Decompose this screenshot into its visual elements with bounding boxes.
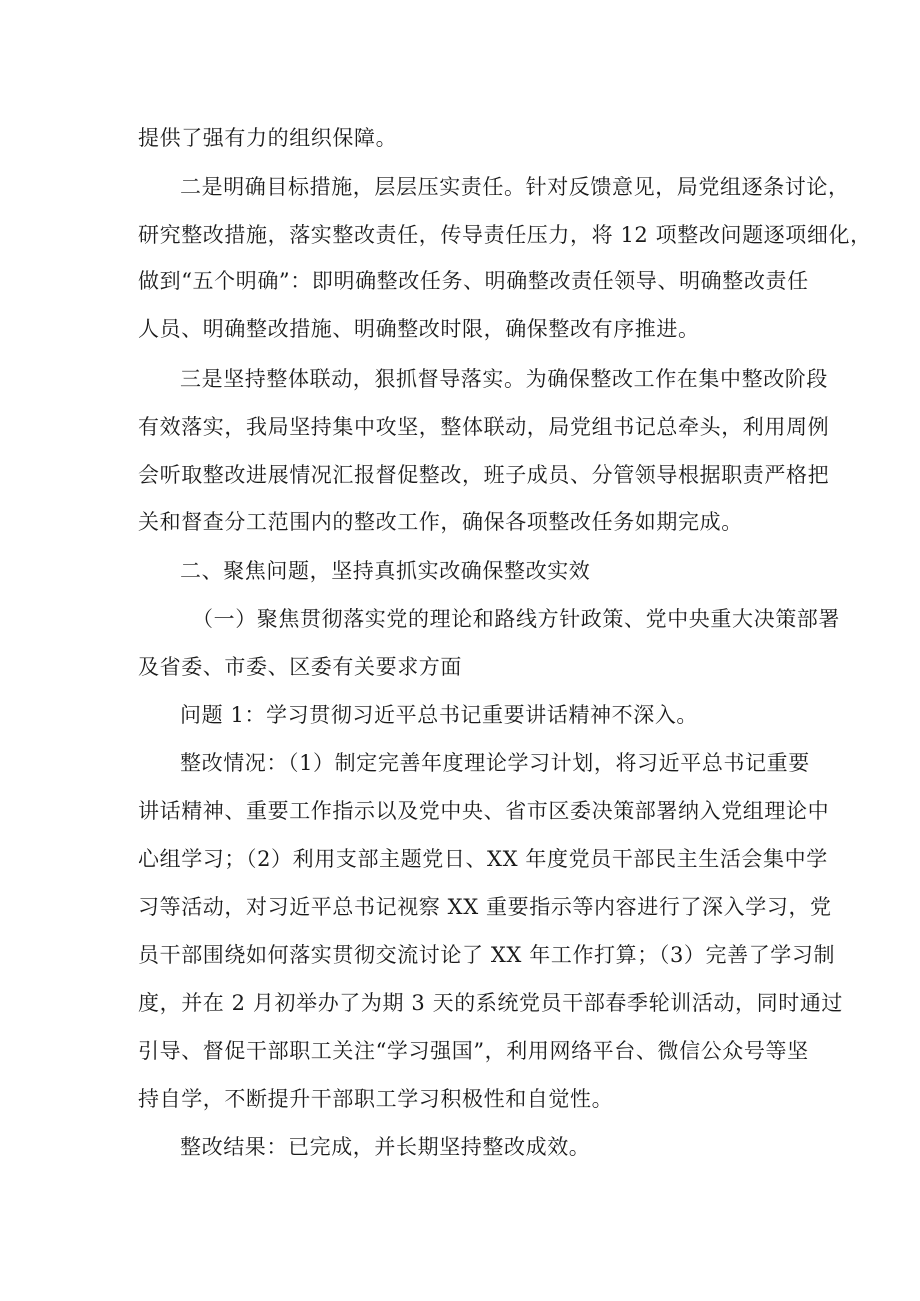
text-line: 讲话精神、重要工作指示以及党中央、省市区委决策部署纳入党组理论中	[138, 799, 830, 823]
subsection-heading-cont: 及省委、市委、区委有关要求方面	[138, 655, 462, 679]
problem-title: 问题 1：学习贯彻习近平总书记重要讲话精神不深入。	[180, 703, 699, 727]
text-line: 二是明确目标措施，层层压实责任。针对反馈意见，局党组逐条讨论，	[180, 175, 850, 199]
text-line: 整改情况：（1）制定完善年度理论学习计划，将习近平总书记重要	[180, 751, 810, 775]
text-line: 心组学习；（2）利用支部主题党日、XX 年度党员干部民主生活会集中学	[138, 847, 828, 871]
text-line: 习等活动，对习近平总书记视察 XX 重要指示等内容进行了深入学习，党	[138, 895, 832, 919]
text-line: 三是坚持整体联动，狠抓督导落实。为确保整改工作在集中整改阶段	[180, 367, 828, 391]
result-line: 整改结果：已完成，并长期坚持整改成效。	[180, 1135, 591, 1159]
text-line: 员干部围绕如何落实贯彻交流讨论了 XX 年工作打算；（3）完善了学习制	[138, 943, 836, 967]
section-heading: 二、聚焦问题，坚持真抓实改确保整改实效	[180, 559, 591, 583]
text-line: 做到“五个明确”：即明确整改任务、明确整改责任领导、明确整改责任	[138, 269, 809, 293]
text-line: 有效落实，我局坚持集中攻坚，整体联动，局党组书记总牵头，利用周例	[138, 415, 830, 439]
text-line: 会听取整改进展情况汇报督促整改，班子成员、分管领导根据职责严格把	[138, 463, 830, 487]
text-line: 关和督查分工范围内的整改工作，确保各项整改任务如期完成。	[138, 510, 743, 534]
text-line: 度，并在 2 月初举办了为期 3 天的系统党员干部春季轮训活动，同时通过	[138, 991, 844, 1015]
text-line: 持自学，不断提升干部职工学习积极性和自觉性。	[138, 1087, 614, 1111]
text-line: 提供了强有力的组织保障。	[138, 126, 398, 150]
text-line: 人员、明确整改措施、明确整改时限，确保整改有序推进。	[138, 317, 700, 341]
subsection-heading: （一）聚焦贯彻落实党的理论和路线方针政策、党中央重大决策部署	[192, 607, 840, 631]
text-line: 研究整改措施，落实整改责任，传导责任压力，将 12 项整改问题逐项细化，	[138, 223, 872, 247]
text-line: 引导、督促干部职工关注“学习强国”，利用网络平台、微信公众号等坚	[138, 1039, 809, 1063]
